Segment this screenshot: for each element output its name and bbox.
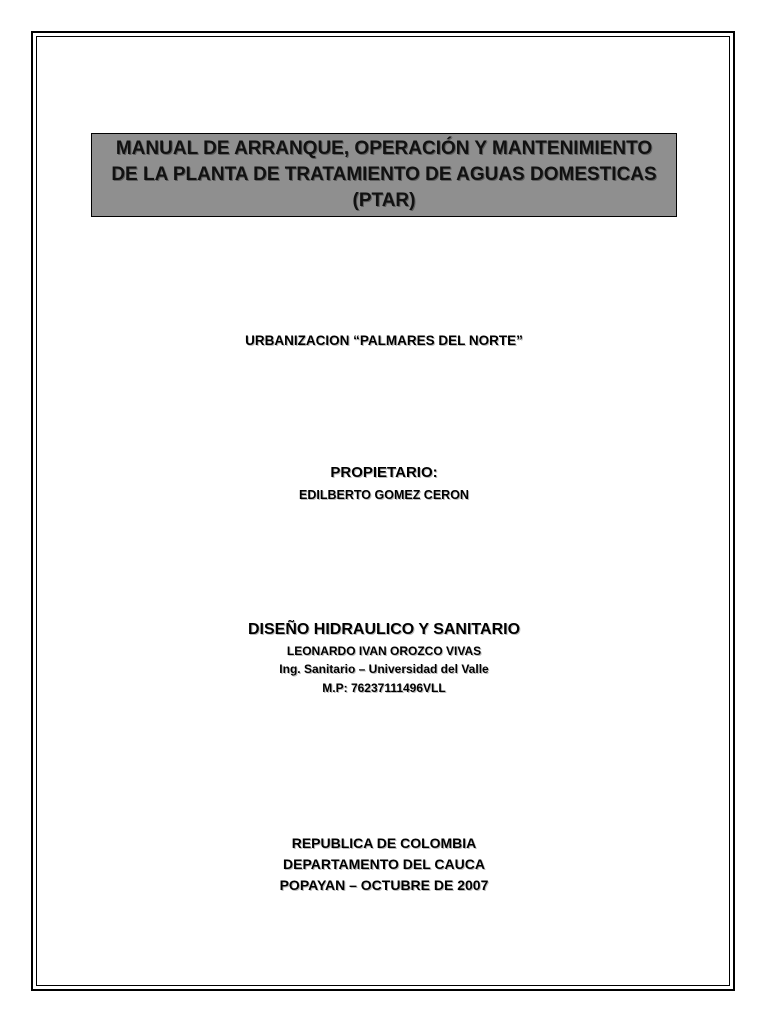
- title-box: [91, 133, 677, 217]
- designer-credential: Ing. Sanitario – Universidad del Valle: [279, 662, 489, 676]
- location-department: DEPARTAMENTO DEL CAUCA: [283, 856, 485, 872]
- designer-license: M.P: 76237111496VLL: [322, 681, 446, 695]
- title-line-3: (PTAR): [352, 190, 416, 211]
- title-line-1: MANUAL DE ARRANQUE, OPERACIÓN Y MANTENIMIENTO: [115, 138, 653, 159]
- propietario-heading: PROPIETARIO:: [330, 464, 438, 481]
- location-city-date: POPAYAN – OCTUBRE DE 2007: [279, 877, 489, 893]
- title-line-2: DE LA PLANTA DE TRATAMIENTO DE AGUAS DOMESTICAS: [111, 164, 657, 185]
- diseno-heading: DISEÑO HIDRAULICO Y SANITARIO: [247, 621, 521, 638]
- location-country: REPUBLICA DE COLOMBIA: [291, 835, 477, 851]
- propietario-name: EDILBERTO GOMEZ CERON: [299, 488, 469, 502]
- designer-name: LEONARDO IVAN OROZCO VIVAS: [286, 644, 482, 658]
- urbanizacion-name: URBANIZACION “PALMARES DEL NORTE”: [245, 333, 523, 348]
- document-title: [105, 136, 662, 214]
